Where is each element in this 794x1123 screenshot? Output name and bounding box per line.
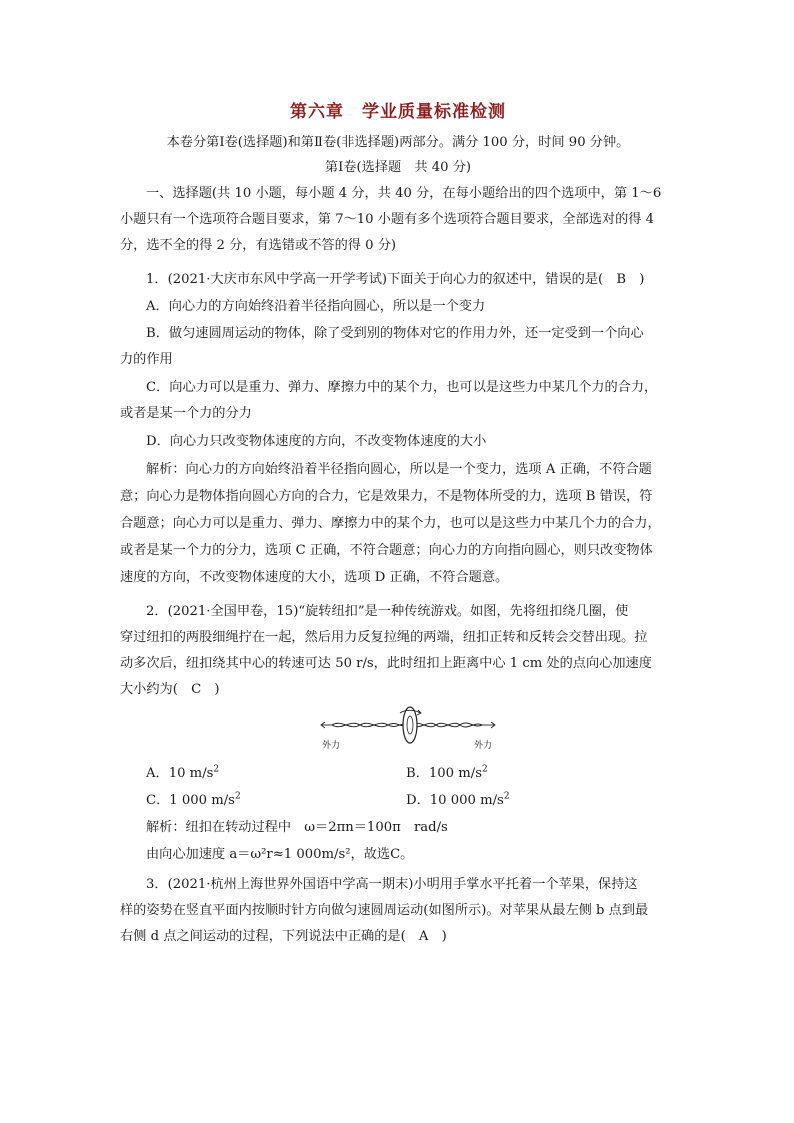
q2-option-d-sup: 2 xyxy=(503,791,510,802)
q2-option-b-text: B．100 m/s xyxy=(406,766,482,781)
q2-option-b xyxy=(406,764,488,783)
q2-stem-line4: 大小约为( C ) xyxy=(120,682,220,697)
q1-option-a: A．向心力的方向始终沿着半径指向圆心，所以是一个变力 xyxy=(146,299,486,314)
q2-explanation-line1-text: 解析：纽扣在转动过程中 xyxy=(146,820,305,835)
right-force-label: 外力 xyxy=(474,741,493,751)
q2-option-d-text: D．10 000 m/s xyxy=(406,793,504,808)
q2-option-c xyxy=(146,791,241,810)
q2-explanation-formula-1: ω＝2πn＝100π rad/s xyxy=(304,820,448,835)
exam-intro: 本卷分第Ⅰ卷(选择题)和第Ⅱ卷(非选择题)两部分。满分 100 分，时间 90 分钟。 xyxy=(166,135,630,150)
q2-option-a-text: A．10 m/s xyxy=(146,766,214,781)
q1-option-b-line2: 力的作用 xyxy=(120,352,173,367)
q2-option-c-sup: 2 xyxy=(234,791,241,802)
q3-stem-line1: 3．(2021·杭州上海世界外国语中学高一期末)小明用手掌水平托着一个苹果，保持这 xyxy=(146,877,638,892)
q2-explanation-line2-tail: ，故选C。 xyxy=(350,847,414,862)
q2-option-a-sup: 2 xyxy=(213,764,220,775)
q2-option-b-sup: 2 xyxy=(481,764,488,775)
q2-option-d xyxy=(406,791,510,810)
section-instructions-line2: 小题只有一个选项符合题目要求，第 7～10 小题有多个选项符合题目要求，全部选对的得 4 xyxy=(120,212,655,227)
section-instructions-line1: 一、选择题(共 10 小题，每小题 4 分，共 40 分，在每小题给出的四个选项中，第 1～6 xyxy=(146,186,662,201)
q1-option-b-line1: B．做匀速圆周运动的物体，除了受到别的物体对它的作用力外，还一定受到一个向心 xyxy=(146,326,644,341)
q2-stem-line3: 动多次后，纽扣绕其中心的转速可达 50 r/s，此时纽扣上距离中心 1 cm 处的点向心加速度 xyxy=(120,656,652,671)
right-twisted-string-b xyxy=(412,723,482,727)
q1-explanation-line3: 合题意；向心力可以是重力、弹力、摩擦力中的某个力，也可以是这些力中某几个力的合力， xyxy=(120,516,661,531)
q2-explanation-line2-text: 由向心加速度 xyxy=(146,847,230,862)
q2-option-c-text: C．1 000 m/s xyxy=(146,793,235,808)
q1-explanation-line4: 或者是某一个力的分力，选项 C 正确，不符合题意；向心力的方向指向圆心，则只改变物体 xyxy=(120,543,653,558)
q1-option-d: D．向心力只改变物体速度的方向，不改变物体速度的大小 xyxy=(146,434,487,449)
q1-stem: 1．(2021·大庆市东风中学高一开学考试)下面关于向心力的叙述中，错误的是( B ) xyxy=(146,272,645,287)
q2-explanation-formula-2: a＝ω²r≈1 000m/s² xyxy=(229,847,351,862)
section-instructions-line3: 分，选不全的得 2 分，有选错或不答的得 0 分) xyxy=(120,238,397,253)
q1-explanation-line1: 解析：向心力的方向始终沿着半径指向圆心，所以是一个变力，选项 A 正确，不符合题 xyxy=(146,462,652,477)
q1-option-c-line1: C．向心力可以是重力、弹力、摩擦力中的某个力，也可以是这些力中某几个力的合力， xyxy=(146,380,658,395)
q1-explanation-line2: 意；向心力是物体指向圆心方向的合力，它是效果力，不是物体所受的力，选项 B 错误，符 xyxy=(120,489,653,504)
q3-stem-line2: 样的姿势在竖直平面内按顺时针方向做匀速圆周运动(如图所示)。对苹果从最左侧 b 点到最 xyxy=(120,903,649,918)
q2-stem-line2: 穿过纽扣的两股细绳拧在一起，然后用力反复拉绳的两端，纽扣正转和反转会交替出现。拉 xyxy=(120,630,648,645)
q1-option-c-line2: 或者是某一个力的分力 xyxy=(120,406,252,421)
q1-explanation-line5: 速度的方向，不改变物体速度的大小，选项 D 正确，不符合题意。 xyxy=(120,570,509,585)
q2-option-a xyxy=(146,764,219,783)
q2-stem-line1: 2．(2021·全国甲卷，15)“旋转纽扣”是一种传统游戏。如图，先将纽扣绕几圈，使 xyxy=(146,604,629,619)
spinning-button-figure xyxy=(320,703,500,753)
chapter-title: 第六章 学业质量标准检测 xyxy=(290,102,506,122)
left-force-label: 外力 xyxy=(322,741,341,751)
button-disc xyxy=(403,707,417,743)
q2-explanation-line1 xyxy=(146,818,448,837)
q3-stem-line3: 右侧 d 点之间运动的过程，下列说法中正确的是( A ) xyxy=(120,929,447,944)
part-one-heading: 第Ⅰ卷(选择题 共 40 分) xyxy=(324,160,472,175)
q2-explanation-line2 xyxy=(146,845,413,864)
